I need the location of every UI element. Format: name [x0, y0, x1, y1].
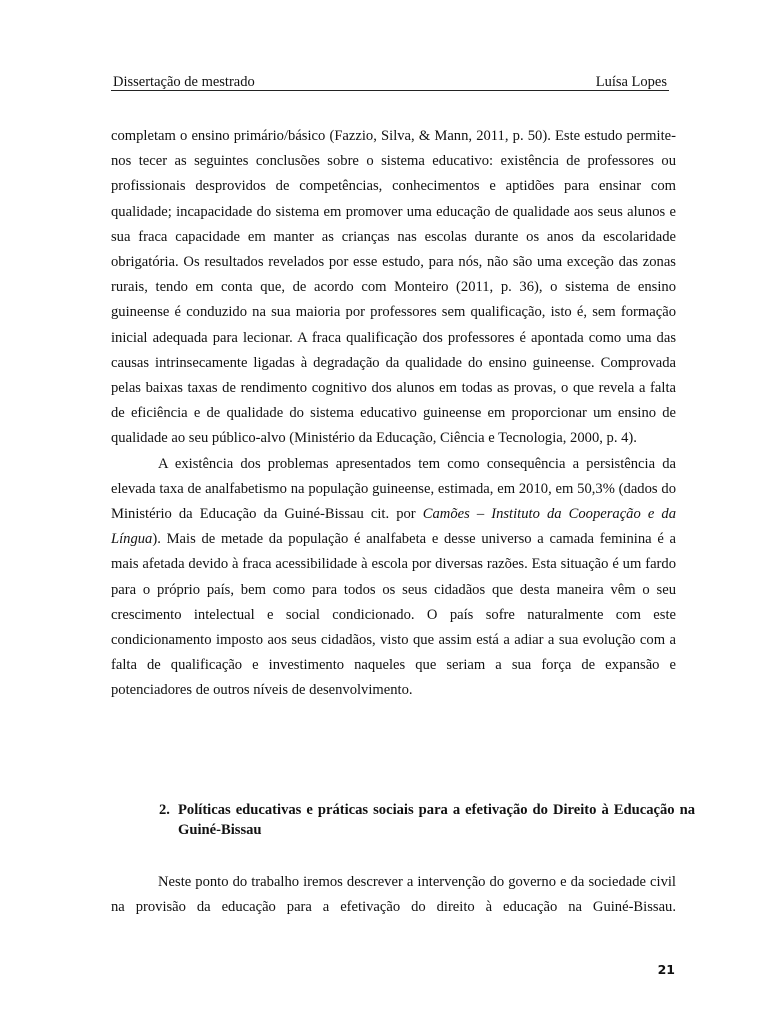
section-heading — [159, 801, 695, 840]
paragraph-3: Neste ponto do trabalho iremos descrever a intervenção do governo e da sociedade civil na provisão da educação para a efetivação do direito à educação na Guiné-Bissau. — [111, 874, 676, 916]
paragraph-2-text-end: ). Mais de metade da população é analfabeta e desse universo a camada feminina é a mais afetada devido à fraca acessibilidade à escola por diversas razões. Esta situação é um fardo para o próprio país, bem como para todos os seus cidadãos que desta maneira vêm o seu crescimento intelectual e social condicionado. O país sofre naturalmente com este condicionamento imposto aos seus cidadãos, visto que assim está a adiar a sua evolução com a falta de qualificação e investimento naqueles que seriam a sua força de expansão e potenciadores de outros níveis de desenvolvimento. — [111, 531, 676, 699]
paragraph-1: completam o ensino primário/básico (Fazzio, Silva, & Mann, 2011, p. 50). Este estudo permite-nos tecer as seguintes conclusões sobre o sistema educativo: existência de professores ou profissionais desprovidos de competências, conhecimentos e aptidões para ensinar com qualidade; incapacidade do sistema em promover uma educação de qualidade aos seus alunos e sua fraca capacidade em manter as crianças nas escolas durante os anos da escolaridade obrigatória. Os resultados revelados por esse estudo, para nós, não são uma exceção das zonas rurais, tendo em conta que, de acordo com Monteiro (2011, p. 36), o sistema de ensino guineense é conduzido na sua maioria por professores sem qualificação, isto é, sem formação inicial adequada para lecionar. A fraca qualificação dos professores é apontada como uma das causas intrinsecamente ligadas à degradação da qualidade do ensino guineense. Comprovada pelas baixas taxas de rendimento cognitivo dos alunos em todas as provas, o que revela a falta de eficiência e de qualidade do sistema educativo guineense em proporcionar um ensino de qualidade ao seu público-alvo (Ministério da Educação, Ciência e Tecnologia, 2000, p. 4). — [111, 128, 676, 447]
paragraph-2-italic-citation: Camões – Instituto da Cooperação e da Língua — [111, 506, 676, 548]
paragraph-2-text-start: A existência dos problemas apresentados tem como consequência a persistência da elevada taxa de analfabetismo na população guineense, estimada, em 2010, em 50,3% (dados do Ministério da Educação da Guiné-Bissau cit. por — [111, 455, 676, 523]
page-number: 21 — [657, 962, 675, 977]
section-number: 2. — [159, 802, 170, 818]
section-text — [111, 870, 676, 920]
running-header — [111, 74, 669, 91]
section-title: Políticas educativas e práticas sociais para a efetivação do Direito à Educação na Guiné-Bissau — [178, 802, 695, 838]
header-author: Luísa Lopes — [595, 74, 667, 90]
paragraph-2 — [111, 452, 676, 704]
main-text — [111, 124, 676, 704]
header-document-type: Dissertação de mestrado — [113, 74, 255, 90]
